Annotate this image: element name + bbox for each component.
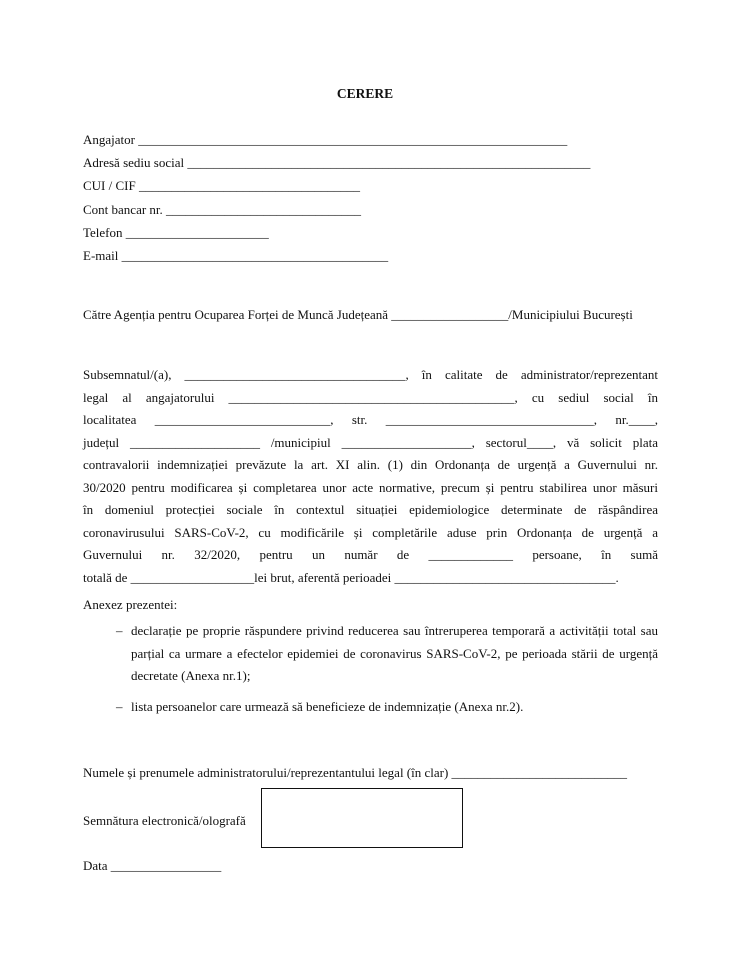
annex-intro: Anexez prezentei: [83, 597, 178, 612]
annex-item-text: declarație pe proprie răspundere privind reducerea sau întreruperea temporară a activității total sau parțial ca urmare a efectelor epidemiei de coronavirus SARS-CoV-2, pe perioada stării de urgență decretate (Anexa nr.1); [131, 623, 658, 683]
body-line: localitatea ___________________________, str. ________________________________, nr.____, [83, 412, 658, 427]
field-email-line: _________________________________________ [121, 248, 389, 263]
body-line: contravalorii indemnizației prevăzute la art. XI alin. (1) din Ordonanța de urgență a Guvernului nr. [83, 457, 658, 472]
field-phone-line: ______________________ [125, 225, 269, 240]
admin-name-line: Numele și prenumele administratorului/reprezentantului legal (în clar) ___________________________ [83, 765, 628, 780]
body-line: totală de ___________________lei brut, aferentă perioadei __________________________________. [83, 569, 619, 585]
annex-list [116, 620, 658, 726]
body-line: Subsemnatul/(a), __________________________________, în calitate de administrator/reprezentant [83, 367, 658, 382]
field-phone-label: Telefon [83, 225, 123, 240]
field-phone [83, 224, 269, 242]
dash-bullet: – [116, 698, 123, 714]
field-address [83, 154, 590, 172]
field-employer-line: __________________________________________________________________ [138, 132, 568, 147]
body-line: județul ____________________ /municipiul ____________________, sectorul____, vă solicit plata [83, 434, 658, 450]
body-line: legal al angajatorului ____________________________________________, cu sediul social în [83, 389, 658, 405]
body-line: coronavirusului SARS-CoV-2, cu modificările și completările aduse prin Ordonanța de urgență a [83, 524, 658, 540]
body-line: Guvernului nr. 32/2020, pentru un număr de _____________ persoane, în sumă [83, 547, 658, 562]
field-employer-label: Angajator [83, 132, 135, 147]
field-address-line: ______________________________________________________________ [187, 155, 591, 170]
request-body [83, 364, 658, 589]
body-line: 30/2020 pentru modificarea și completarea unor acte normative, precum și pentru stabilirea unor măsuri [83, 479, 658, 495]
field-address-label: Adresă sediu social [83, 155, 185, 170]
annex-item-text: lista persoanelor care urmează să beneficieze de indemnizație (Anexa nr.2). [131, 698, 524, 714]
annex-item [116, 620, 658, 688]
field-cui-line: __________________________________ [138, 178, 360, 193]
date-line: Data _________________ [83, 858, 222, 873]
field-cui-label: CUI / CIF [83, 178, 136, 193]
body-line: în domeniul protecției sociale în contextul situației epidemiologice determinate de răspândirea [83, 502, 658, 517]
field-email-label: E-mail [83, 248, 119, 263]
document-title: CERERE [336, 86, 394, 101]
field-bank-account-label: Cont bancar nr. [83, 202, 163, 217]
field-email [83, 247, 388, 265]
signature-label: Semnătura electronică/olografă [83, 813, 246, 828]
field-bank-account-line: ______________________________ [166, 202, 362, 217]
field-employer [83, 131, 567, 149]
field-bank-account [83, 201, 361, 219]
addressee-line: Către Agenția pentru Ocuparea Forței de Muncă Județeană __________________/Municipiului București [83, 307, 633, 322]
dash-bullet: – [116, 623, 123, 638]
signature-box[interactable] [261, 788, 463, 848]
field-cui [83, 177, 360, 195]
annex-item [116, 696, 658, 719]
